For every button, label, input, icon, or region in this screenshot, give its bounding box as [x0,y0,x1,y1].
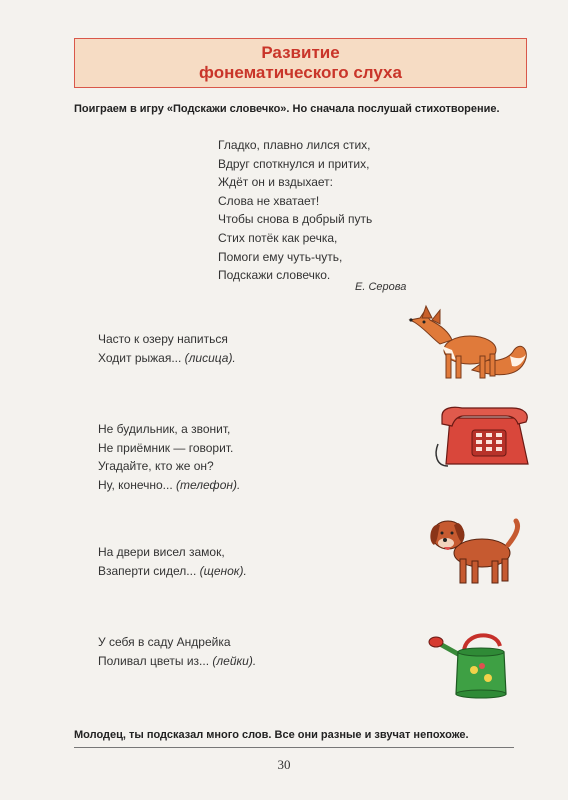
telephone-icon [432,404,532,472]
riddle-telephone [98,420,240,494]
title-box [74,38,527,88]
riddle-line: Угадайте, кто же он? [98,459,214,474]
riddle-line: У себя в саду Андрейка [98,635,231,649]
riddle-line: Не будильник, а звонит, [98,422,231,436]
riddle-line: Не приёмник — говорит. [98,440,234,455]
riddle-prefix: Поливал цветы из... [98,653,213,668]
intro-text: Поиграем в игру «Подскажи словечко». Но сначала послушай стихотворение. [74,103,500,115]
poem-line: Слова не хватает! [218,193,320,208]
riddle-last-line [98,476,240,495]
fox-icon [402,298,532,388]
puppy-icon [424,511,524,589]
riddle-prefix: Взаперти сидел... [98,563,200,578]
poem-line: Чтобы снова в добрый путь [218,212,373,227]
bottom-divider [74,747,514,748]
riddle-prefix: Ну, конечно... [98,477,176,492]
riddle-watering-can [98,633,256,670]
bottom-text: Молодец, ты подсказал много слов. Все они разные и звучат непохоже. [74,729,469,741]
riddle-answer: (лисица). [184,350,236,365]
poem-author: Е. Серова [355,281,407,293]
poem-line: Стих потёк как речка, [218,230,338,245]
watering-can-icon [424,626,524,700]
riddle-prefix: Ходит рыжая... [98,350,185,365]
poem-line: Подскажи словечко. [218,268,331,283]
title-line-2: фонематического слуха [199,63,402,82]
poem-line: Гладко, плавно лился стих, [218,138,371,152]
riddle-answer: (лейки). [212,653,257,668]
riddle-last-line [98,652,256,671]
riddle-line: На двери висел замок, [98,545,225,559]
riddle-last-line [98,349,236,368]
poem-line: Вдруг споткнулся и притих, [218,156,370,171]
title-line-1: Развитие [261,43,340,62]
page-number: 30 [277,757,291,772]
riddle-puppy [98,543,247,580]
poem [218,136,372,285]
poem-line: Помоги ему чуть-чуть, [218,249,343,264]
riddle-answer: (телефон). [175,477,241,492]
riddle-last-line [98,562,247,581]
poem-line: Ждёт он и вздыхает: [218,175,334,190]
riddle-fox [98,330,236,367]
riddle-line: Часто к озеру напиться [98,332,228,346]
riddle-answer: (щенок). [199,563,247,578]
